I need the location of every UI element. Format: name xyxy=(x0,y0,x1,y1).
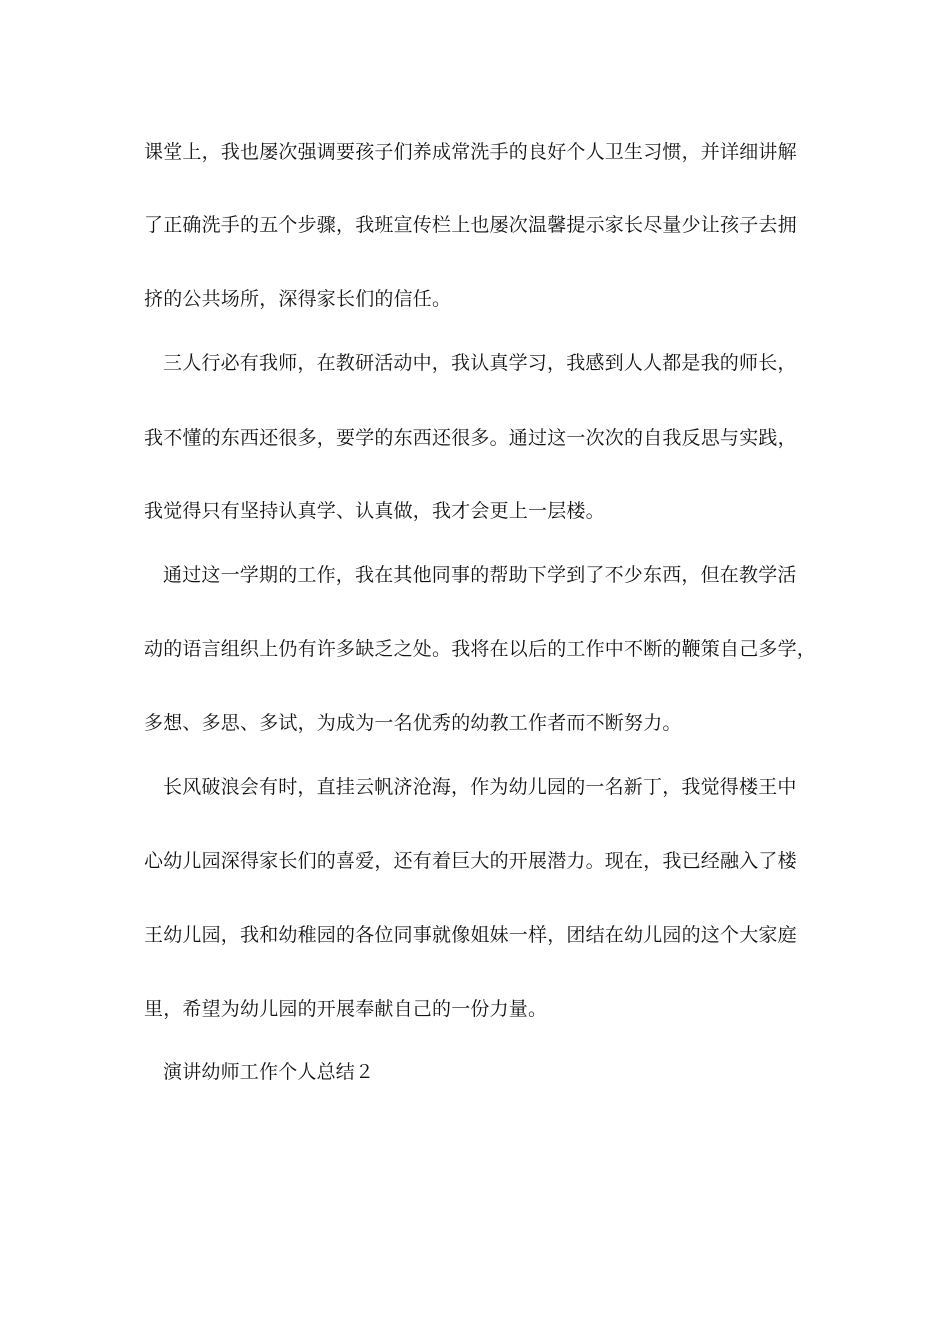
paragraph-3-line-1: 通过这一学期的工作，我在其他同事的帮助下学到了不少东西，但在教学活 xyxy=(163,564,797,586)
paragraph-4-line-4: 里，希望为幼儿园的开展奉献自己的一份力量。 xyxy=(144,998,548,1020)
paragraph-4-line-1: 长风破浪会有时，直挂云帆济沧海，作为幼儿园的一名新丁，我觉得楼王中 xyxy=(163,776,797,798)
paragraph-2-line-1: 三人行必有我师，在教研活动中，我认真学习，我感到人人都是我的师长， xyxy=(163,352,797,374)
paragraph-4-line-3: 王幼儿园，我和幼稚园的各位同事就像姐妹一样，团结在幼儿园的这个大家庭 xyxy=(144,924,797,946)
paragraph-3-line-2: 动的语言组织上仍有许多缺乏之处。我将在以后的工作中不断的鞭策自己多学， xyxy=(144,638,817,660)
paragraph-2-line-2: 我不懂的东西还很多，要学的东西还很多。通过这一次次的自我反思与实践， xyxy=(144,427,797,449)
paragraph-3-line-3: 多想、多思、多试，为成为一名优秀的幼教工作者而不断努力。 xyxy=(144,712,682,734)
paragraph-1-line-3: 挤的公共场所，深得家长们的信任。 xyxy=(144,288,452,310)
paragraph-1-line-1: 课堂上，我也屡次强调要孩子们养成常洗手的良好个人卫生习惯，并详细讲解 xyxy=(144,141,797,163)
paragraph-4-line-2: 心幼儿园深得家长们的喜爱，还有着巨大的开展潜力。现在，我已经融入了楼 xyxy=(144,850,797,872)
section-heading: 演讲幼师工作个人总结２ xyxy=(163,1061,375,1083)
paragraph-2-line-3: 我觉得只有坚持认真学、认真做，我才会更上一层楼。 xyxy=(144,500,605,522)
paragraph-1-line-2: 了正确洗手的五个步骤，我班宣传栏上也屡次温馨提示家长尽量少让孩子去拥 xyxy=(144,214,797,236)
